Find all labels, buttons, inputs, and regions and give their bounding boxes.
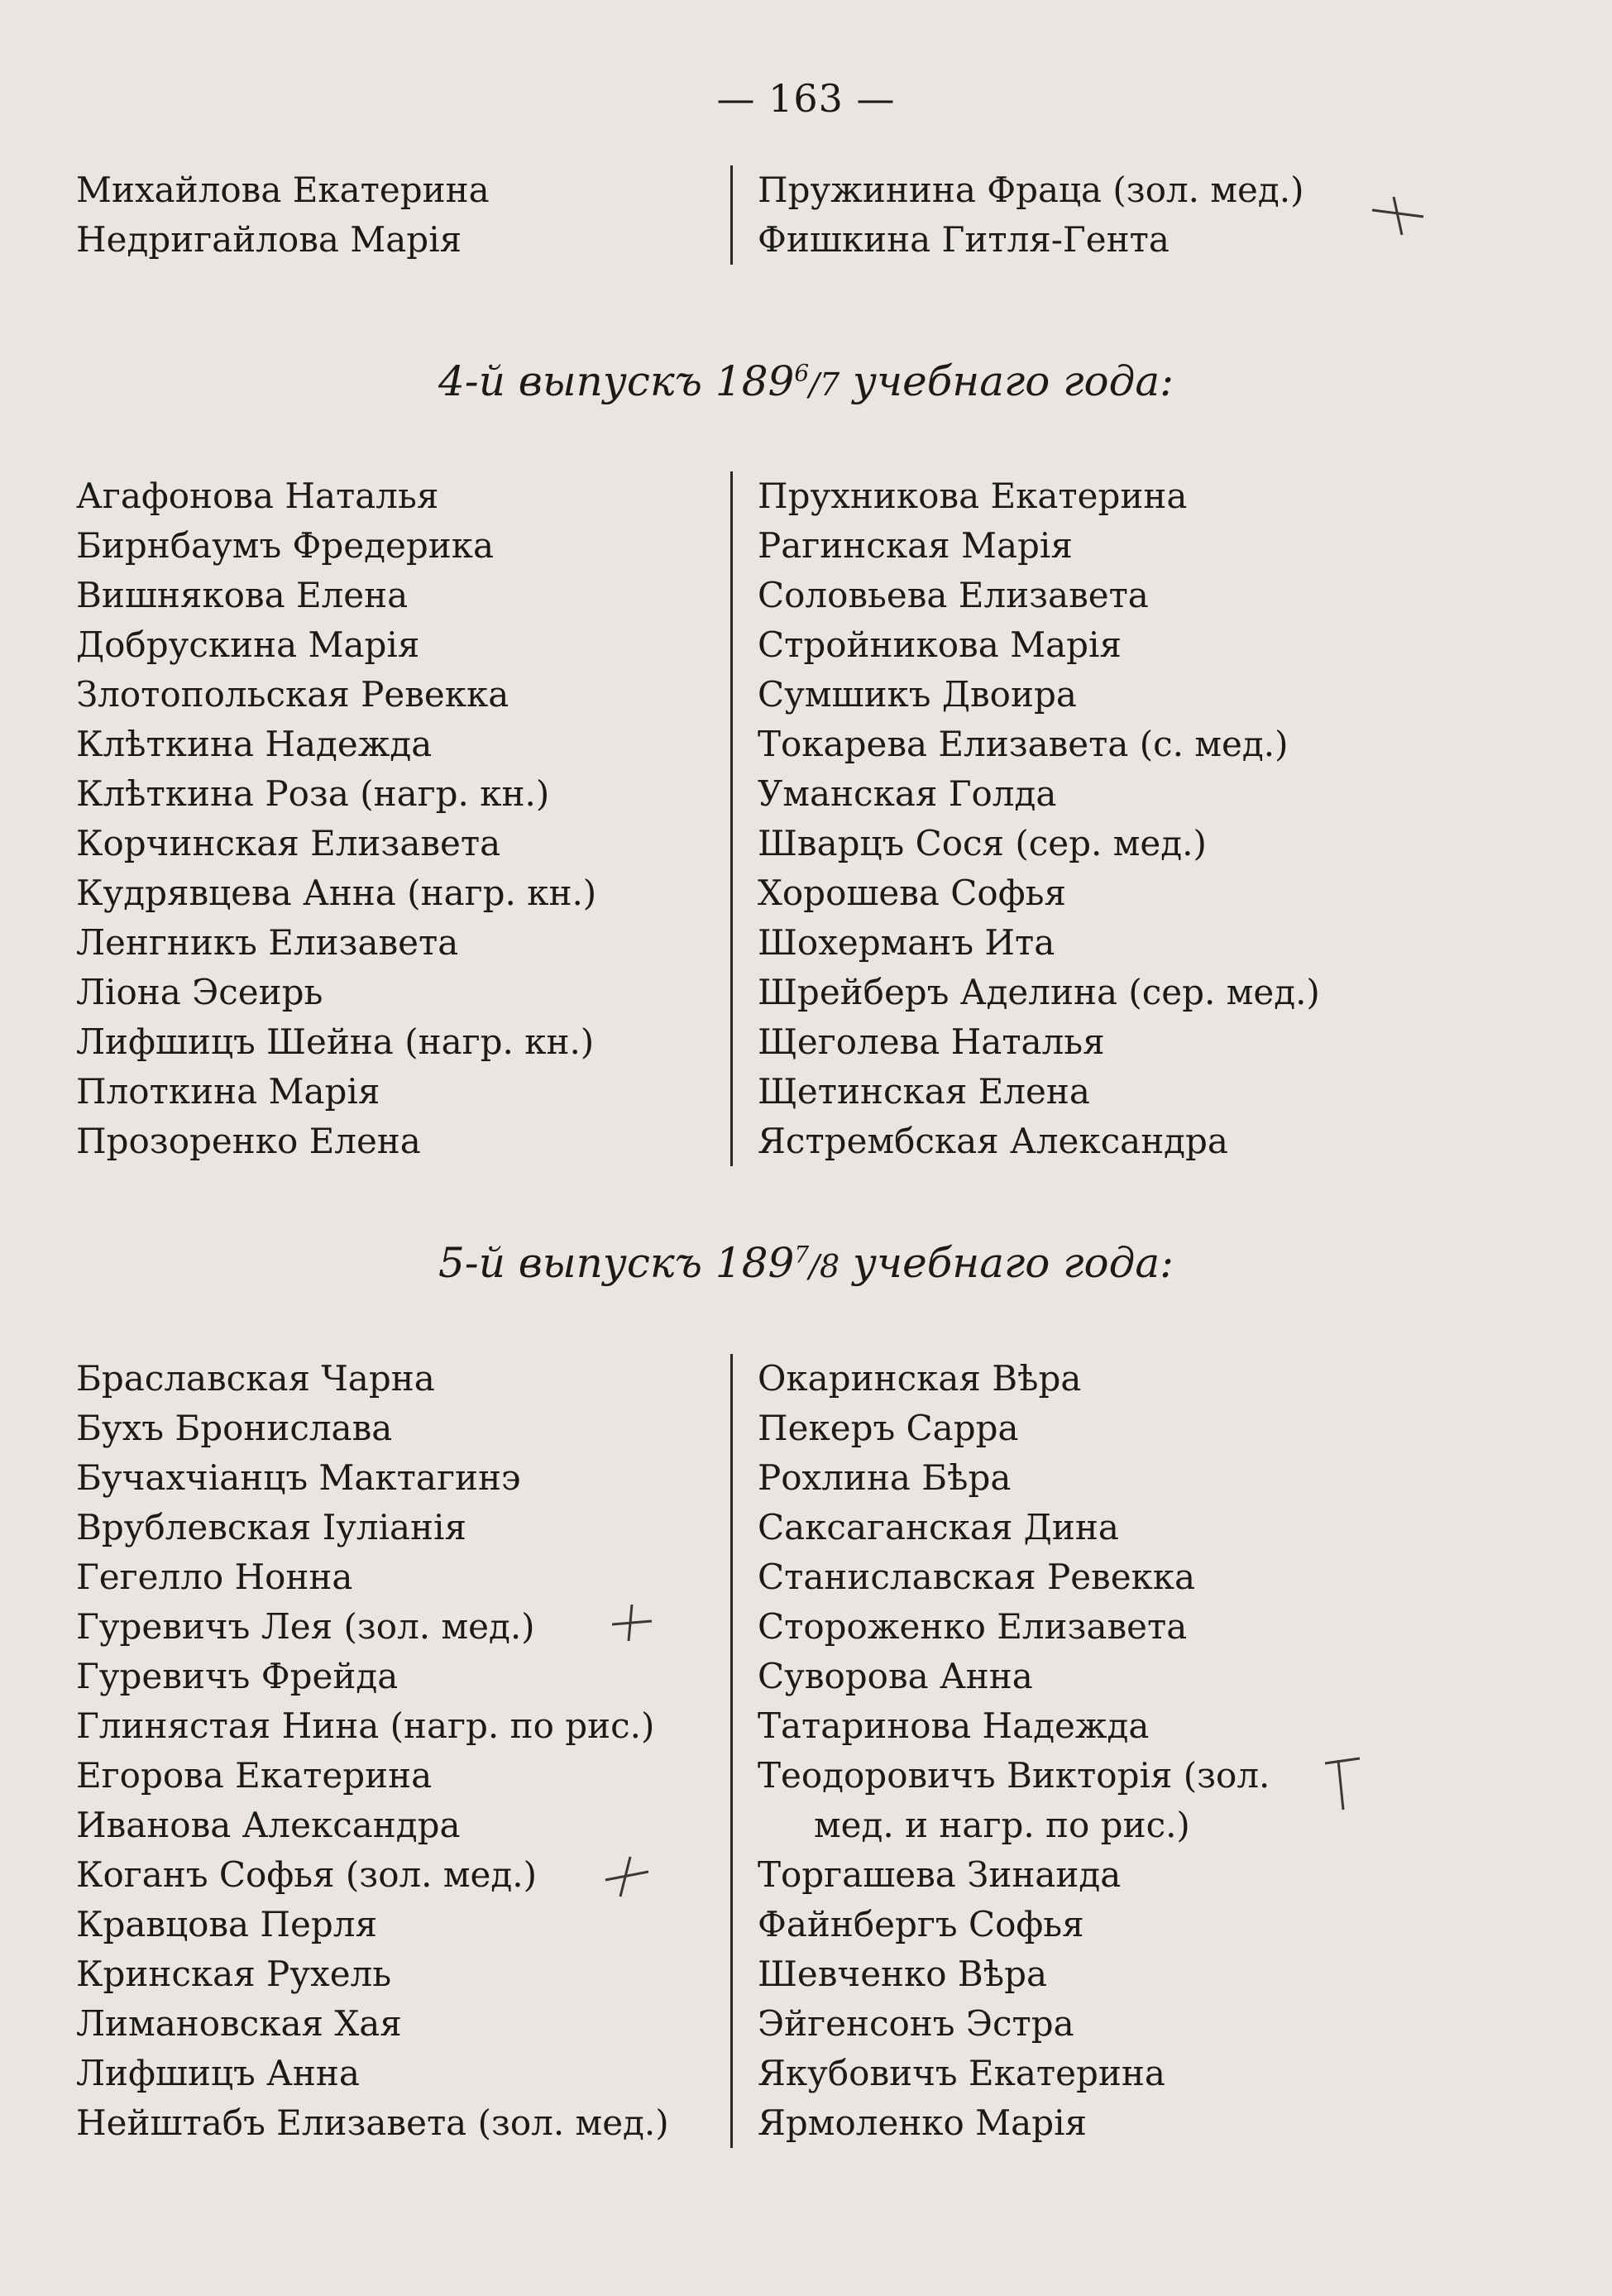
section-heading-4 — [0, 357, 1612, 405]
list-item: Глинястая Нина (нагр. по рис.) — [76, 1705, 655, 1746]
list-item: Михайлова Екатерина — [76, 170, 490, 210]
list-item: Клѣткина Надежда — [76, 724, 433, 764]
list-item: Суворова Анна — [758, 1656, 1033, 1696]
list-item: Егорова Екатерина — [76, 1755, 433, 1796]
list-item: Браславская Чарна — [76, 1358, 435, 1399]
pencil-cross-mark-icon — [1369, 192, 1427, 238]
list-item: Шохерманъ Ита — [758, 922, 1055, 963]
list-item: Бучахчіанцъ Мактагинэ — [76, 1457, 521, 1498]
list-item: Фишкина Гитля-Гента — [758, 219, 1170, 260]
list-item: Кравцова Перля — [76, 1904, 377, 1944]
list-item: Бухъ Бронислава — [76, 1408, 393, 1448]
list-item: Теодоровичъ Викторія (зол. — [758, 1755, 1270, 1796]
list-item: Плоткина Марія — [76, 1071, 380, 1112]
list-item: Окаринская Вѣра — [758, 1358, 1082, 1399]
list-item: Рагинская Марія — [758, 525, 1073, 566]
list-item: Вишнякова Елена — [76, 575, 409, 615]
list-item: Ястрембская Александра — [758, 1121, 1228, 1161]
list-item: Рохлина Бѣра — [758, 1457, 1012, 1498]
list-item: Кудрявцева Анна (нагр. кн.) — [76, 873, 597, 913]
heading-prefix: 5-й выпускъ 189 — [438, 1239, 795, 1287]
right-column — [730, 165, 1304, 265]
list-item: Соловьева Елизавета — [758, 575, 1149, 615]
pencil-check-mark-icon — [1322, 1753, 1363, 1813]
list-item: Шевченко Вѣра — [758, 1954, 1048, 1994]
list-item: Нейштабъ Елизавета (зол. мед.) — [76, 2102, 669, 2143]
list-item: Пекеръ Сарра — [758, 1408, 1019, 1448]
list-item: Прухникова Екатерина — [758, 476, 1188, 516]
list-item: Ленгникъ Елизавета — [76, 922, 459, 963]
list-item: Шрейберъ Аделина (сер. мед.) — [758, 972, 1320, 1012]
list-item: Злотопольская Ревекка — [76, 674, 509, 715]
list-item: Добрускина Марія — [76, 624, 420, 665]
list-item: Якубовичъ Екатерина — [758, 2053, 1165, 2093]
list-item: Пружинина Фраца (зол. мед.) — [758, 170, 1304, 210]
list-item: Клѣткина Роза (нагр. кн.) — [76, 773, 550, 814]
list-item: Саксаганская Дина — [758, 1507, 1119, 1547]
list-item: Шварцъ Сося (сер. мед.) — [758, 823, 1207, 863]
list-item: Коганъ Софья (зол. мед.) — [76, 1854, 537, 1895]
list-item: Бирнбаумъ Фредерика — [76, 525, 495, 566]
list-item: Сумшикъ Двоира — [758, 674, 1077, 715]
list-item: Татаринова Надежда — [758, 1705, 1150, 1746]
list-item: Щеголева Наталья — [758, 1021, 1105, 1062]
list-item: Лифшицъ Анна — [76, 2053, 360, 2093]
list-item: Прозоренко Елена — [76, 1121, 421, 1161]
list-item: Торгашева Зинаида — [758, 1854, 1122, 1895]
list-item: Стройникова Марія — [758, 624, 1122, 665]
list-block-continuation — [76, 165, 1366, 265]
list-item: Ярмоленко Марія — [758, 2102, 1088, 2143]
list-item: Ліона Эсеирь — [76, 972, 323, 1012]
heading-denom: /7 — [809, 366, 840, 403]
page-number: — 163 — — [716, 76, 896, 121]
list-item: Файнбергъ Софья — [758, 1904, 1084, 1944]
list-item: Агафонова Наталья — [76, 476, 439, 516]
heading-prefix: 4-й выпускъ 189 — [438, 357, 795, 405]
list-item: Лимановская Хая — [76, 2003, 402, 2044]
list-item-continuation: мед. и нагр. по рис.) — [814, 1805, 1190, 1845]
list-item: Гегелло Нонна — [76, 1557, 353, 1597]
heading-suffix: учебнаго года: — [839, 357, 1174, 405]
list-item: Щетинская Елена — [758, 1071, 1090, 1112]
list-item: Лифшицъ Шейна (нагр. кн.) — [76, 1021, 595, 1062]
right-column — [730, 1354, 1270, 2148]
left-column — [76, 1354, 730, 2148]
right-column — [730, 471, 1320, 1166]
section-heading-5 — [0, 1239, 1612, 1287]
list-item: Корчинская Елизавета — [76, 823, 501, 863]
list-item: Уманская Голда — [758, 773, 1057, 814]
list-item: Гуревичъ Фрейда — [76, 1656, 399, 1696]
left-column — [76, 165, 730, 265]
heading-sup: 6 — [794, 359, 810, 387]
list-item: Хорошева Софья — [758, 873, 1066, 913]
list-item: Эйгенсонъ Эстра — [758, 2003, 1074, 2044]
heading-denom: /8 — [809, 1248, 840, 1284]
left-column — [76, 471, 730, 1166]
list-item: Станиславская Ревекка — [758, 1557, 1196, 1597]
list-item: Стороженко Елизавета — [758, 1606, 1188, 1647]
list-item: Иванова Александра — [76, 1805, 461, 1845]
heading-sup: 7 — [794, 1241, 810, 1269]
list-item: Гуревичъ Лея (зол. мед.) — [76, 1606, 535, 1647]
list-block-5 — [76, 1354, 1366, 2148]
list-item: Токарева Елизавета (с. мед.) — [758, 724, 1289, 764]
list-item: Недригайлова Марія — [76, 219, 462, 260]
list-item: Кринская Рухель — [76, 1954, 392, 1994]
list-item: Врублевская Іуліанія — [76, 1507, 466, 1547]
pencil-cross-mark-icon — [610, 1603, 653, 1643]
pencil-cross-mark-icon — [604, 1855, 650, 1898]
list-block-4 — [76, 471, 1366, 1166]
heading-suffix: учебнаго года: — [839, 1239, 1174, 1287]
